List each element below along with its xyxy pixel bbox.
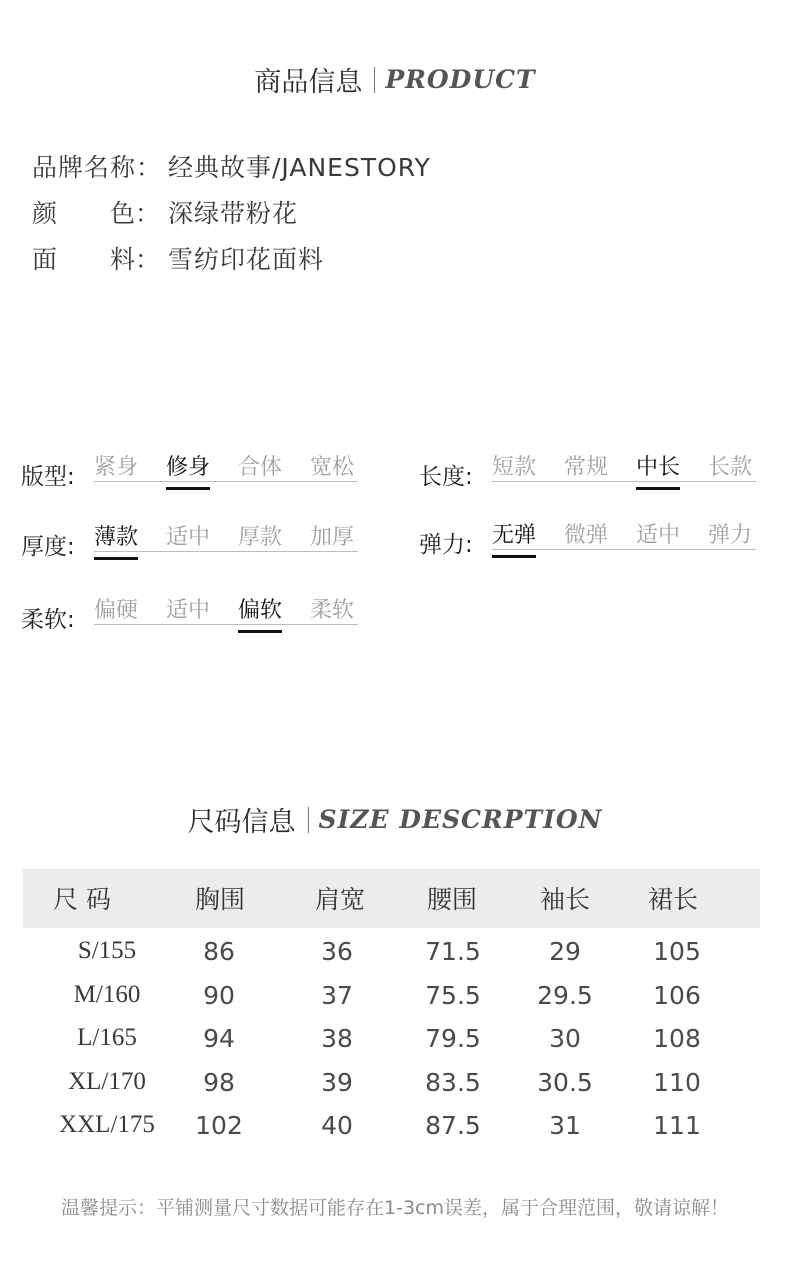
title-divider bbox=[308, 807, 309, 833]
elasticity-option: 微弹 bbox=[564, 523, 609, 548]
product-section-title bbox=[0, 60, 790, 99]
size-section-title bbox=[0, 800, 790, 839]
header-sleeve: 袖长 bbox=[540, 885, 591, 914]
cell-chest: 86 bbox=[203, 937, 235, 966]
elasticity-options bbox=[492, 518, 756, 550]
fabric-row bbox=[32, 240, 324, 276]
size-title-cn: 尺码信息 bbox=[187, 807, 296, 838]
product-title-cn: 商品信息 bbox=[254, 67, 363, 98]
fabric-value: 雪纺印花面料 bbox=[168, 245, 325, 274]
cell-dress-length: 108 bbox=[653, 1024, 701, 1053]
cell-size: M/160 bbox=[73, 980, 141, 1008]
fit-option: 宽松 bbox=[310, 455, 355, 480]
thickness-options bbox=[94, 520, 358, 552]
length-options bbox=[492, 450, 756, 482]
cell-waist: 79.5 bbox=[425, 1024, 481, 1053]
softness-option: 柔软 bbox=[310, 598, 355, 623]
cell-dress-length: 105 bbox=[653, 937, 701, 966]
cell-shoulder: 36 bbox=[321, 937, 353, 966]
cell-waist: 75.5 bbox=[425, 980, 481, 1010]
cell-waist: 83.5 bbox=[425, 1067, 481, 1097]
cell-chest: 90 bbox=[203, 980, 235, 1010]
length-label: 长度: bbox=[419, 464, 473, 490]
softness-option: 适中 bbox=[166, 598, 211, 623]
cell-chest: 98 bbox=[203, 1067, 235, 1097]
size-table bbox=[23, 869, 760, 1150]
length-option: 中长 bbox=[636, 450, 680, 481]
thickness-label: 厚度: bbox=[21, 534, 75, 560]
cell-dress-length: 111 bbox=[653, 1111, 701, 1140]
cell-dress-length: 110 bbox=[653, 1067, 701, 1097]
table-row bbox=[23, 976, 760, 1020]
cell-size: XL/170 bbox=[68, 1067, 146, 1095]
elasticity-label: 弹力: bbox=[419, 532, 473, 558]
fit-option: 紧身 bbox=[94, 455, 139, 480]
fit-options bbox=[94, 450, 358, 482]
cell-size: XXL/175 bbox=[59, 1111, 155, 1138]
cell-shoulder: 37 bbox=[321, 980, 353, 1010]
elasticity-option: 适中 bbox=[636, 523, 681, 548]
softness-options bbox=[94, 593, 358, 625]
brand-row bbox=[32, 148, 431, 184]
cell-shoulder: 38 bbox=[321, 1024, 353, 1053]
header-size: 尺 码 bbox=[53, 885, 111, 914]
cell-size: S/155 bbox=[77, 937, 137, 964]
cell-sleeve: 29 bbox=[549, 937, 581, 966]
color-row bbox=[32, 194, 298, 230]
cell-waist: 87.5 bbox=[425, 1111, 481, 1140]
header-dress-length: 裙长 bbox=[648, 885, 699, 914]
table-row bbox=[23, 1019, 760, 1063]
length-option: 长款 bbox=[708, 455, 753, 480]
cell-sleeve: 30.5 bbox=[537, 1067, 593, 1097]
size-table-header bbox=[23, 869, 760, 928]
size-title-en: SIZE DESCRPTION bbox=[318, 805, 603, 834]
cell-shoulder: 39 bbox=[321, 1067, 353, 1097]
fit-option: 合体 bbox=[238, 455, 283, 480]
fit-label: 版型: bbox=[21, 464, 75, 490]
softness-label: 柔软: bbox=[21, 607, 75, 633]
color-label: 颜 色： bbox=[32, 199, 161, 228]
thickness-option: 厚款 bbox=[238, 525, 283, 550]
cell-size: L/165 bbox=[77, 1024, 137, 1051]
header-waist: 腰围 bbox=[427, 885, 478, 914]
thickness-option: 适中 bbox=[166, 525, 211, 550]
softness-option: 偏软 bbox=[238, 593, 282, 624]
cell-chest: 102 bbox=[195, 1111, 243, 1140]
cell-sleeve: 30 bbox=[549, 1024, 581, 1053]
cell-sleeve: 31 bbox=[549, 1111, 581, 1140]
table-row bbox=[23, 1063, 760, 1107]
cell-dress-length: 106 bbox=[653, 980, 701, 1010]
thickness-option: 薄款 bbox=[94, 520, 138, 551]
thickness-option: 加厚 bbox=[310, 525, 355, 550]
header-chest: 胸围 bbox=[195, 885, 246, 914]
softness-option: 偏硬 bbox=[94, 598, 139, 623]
fabric-label: 面 料： bbox=[32, 245, 161, 274]
length-option: 常规 bbox=[564, 455, 609, 480]
table-row bbox=[23, 1106, 760, 1150]
color-value: 深绿带粉花 bbox=[168, 199, 299, 228]
cell-shoulder: 40 bbox=[321, 1111, 353, 1140]
cell-sleeve: 29.5 bbox=[537, 980, 593, 1010]
elasticity-option: 弹力 bbox=[708, 523, 753, 548]
fit-option: 修身 bbox=[166, 450, 210, 481]
measurement-tip: 温馨提示：平铺测量尺寸数据可能存在1-3cm误差，属于合理范围，敬请谅解！ bbox=[61, 1197, 729, 1219]
product-title-en: PRODUCT bbox=[385, 65, 536, 94]
brand-label: 品牌名称： bbox=[32, 153, 163, 182]
header-shoulder: 肩宽 bbox=[315, 885, 366, 914]
title-divider bbox=[374, 67, 375, 93]
cell-waist: 71.5 bbox=[425, 937, 481, 966]
length-option: 短款 bbox=[492, 455, 537, 480]
elasticity-option: 无弹 bbox=[492, 518, 536, 549]
cell-chest: 94 bbox=[203, 1024, 235, 1053]
table-row bbox=[23, 932, 760, 976]
brand-value: 经典故事/JANESTORY bbox=[168, 153, 431, 182]
